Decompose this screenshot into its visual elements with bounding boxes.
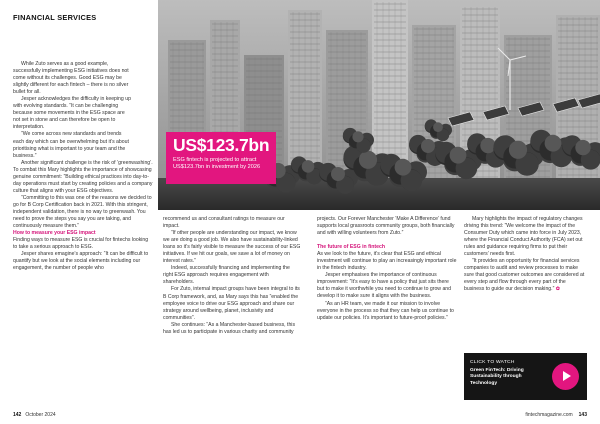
issue-date: October 2024 — [25, 412, 56, 418]
page-number: 143 — [578, 412, 587, 418]
paragraph: Jesper emphasises the importance of continuous improvement: “It’s easy to have a policy that just sits there but to make it worthwhile you need to continue to grow and develop it to make sure it aligns with the business. — [317, 272, 452, 300]
footer-left — [13, 412, 56, 418]
text-column-3 — [317, 216, 457, 322]
paragraph: Jesper shares emagine’s approach: “It can be difficult to quantify but we look at the social elements including our engagement, the number of people who — [13, 251, 149, 272]
text-column-4 — [464, 216, 587, 294]
stat-callout — [166, 132, 276, 184]
paragraph-text: “It provides an opportunity for financial services companies to audit and review processes to make sure that good customer outcomes are considered at every step and flow through every part of the business to guide our decision making.” — [464, 258, 585, 293]
paragraph: “If other people are understanding our impact, we know we are doing a good job. We also have sustainability-linked loans so it’s fairly visible to measure the success of our ESG initiatives. If we hit our goals, we save a lot of money on interest rates.” — [163, 230, 301, 265]
play-icon[interactable] — [552, 363, 579, 390]
subheading: The future of ESG in fintech — [317, 244, 385, 251]
paragraph: “Committing to this was one of the reasons we decided to go for B Corp Certification back in 2021. With this stringent, independent validation, there is no way to greenwash. You need to prove the steps you say you are taking, and continuously measure them.” — [13, 194, 152, 230]
subheading: How to measure your ESG impact — [13, 230, 96, 237]
paragraph: “We come across new standards and trends each day which can be overwhelming but it’s about prioritising what is important to your team and the business.” — [13, 131, 129, 159]
paragraph: Indeed, successfully financing and implementing the right ESG approach requires engagement with shareholders. — [163, 265, 290, 286]
paragraph: Mary highlights the impact of regulatory changes driving this trend: “We welcome the impact of the Consumer Duty which came into force in July 2023, where the Financial Conduct Authority (FCA) set out rules and guidance requiring firms to put their customers’ needs first. — [464, 216, 583, 258]
paragraph — [464, 258, 587, 293]
paragraph: While Zuto serves as a good example, successfully implementing ESG initiatives does not come without its challenges. Good ESG may be slightly different for each fintech – there is no silver bullet for all. — [13, 61, 129, 96]
text-column-2 — [163, 216, 301, 336]
text-column-1 — [13, 61, 153, 272]
paragraph: She continues: “As a Manchester-based business, this has led us to participate in various charity and community — [163, 321, 296, 335]
page-number: 142 — [13, 412, 22, 418]
paragraph: For Zuto, internal impact groups have been integral to its B Corp framework, and, as Mary says this has “enabled the employee voice to drive our ESG approach and share our strategy around wellbeing, planet, inclusivity and communities”. — [163, 286, 300, 321]
stat-figure: US$123.7bn — [173, 135, 270, 155]
cta-label: CLICK TO WATCH — [470, 360, 515, 365]
stat-caption: ESG fintech is projected to attract US$123.7bn in investment by 2026 — [173, 157, 261, 170]
watch-video-button[interactable] — [464, 353, 587, 400]
section-header: FINANCIAL SERVICES — [13, 13, 97, 22]
paragraph: “As an HR team, we made it our mission to involve everyone in the process so that they can help us continue to update our policies. It’s important to future-proof policies.” — [317, 300, 454, 321]
paragraph: recommend us and consultant ratings to measure our impact. — [163, 216, 285, 230]
paragraph: As we look to the future, it’s clear that ESG and ethical investment will continue to play an increasingly important role in the fintech industry. — [317, 251, 457, 272]
paragraph: Jesper acknowledges the difficulty in keeping up with evolving standards. “It can be challenging because some movements in the ESG space are not set in stone and can therefore be open to interpretation. — [13, 96, 131, 131]
paragraph: Another significant challenge is the risk of ‘greenwashing’. To combat this Mary highlights the importance of showcasing genuine commitment: “Building ethical practices into day-to-day operations must start by creating policies and a company culture that aligns with your ESG objectives. — [13, 159, 153, 194]
site-link[interactable]: fintechmagazine.com — [525, 412, 573, 418]
paragraph: projects. Our Forever Manchester ‘Make A Difference’ fund supports local grassroots community groups, both financially and with willing volunteers from Zuto.” — [317, 216, 455, 237]
end-mark-icon: ✿ — [555, 286, 561, 293]
paragraph: Finding ways to measure ESG is crucial for fintechs looking to take a serious approach to ESG. — [13, 237, 149, 251]
footer-right — [525, 412, 587, 418]
cta-title: Green FinTech: Driving Sustainability through Technology — [470, 368, 524, 386]
